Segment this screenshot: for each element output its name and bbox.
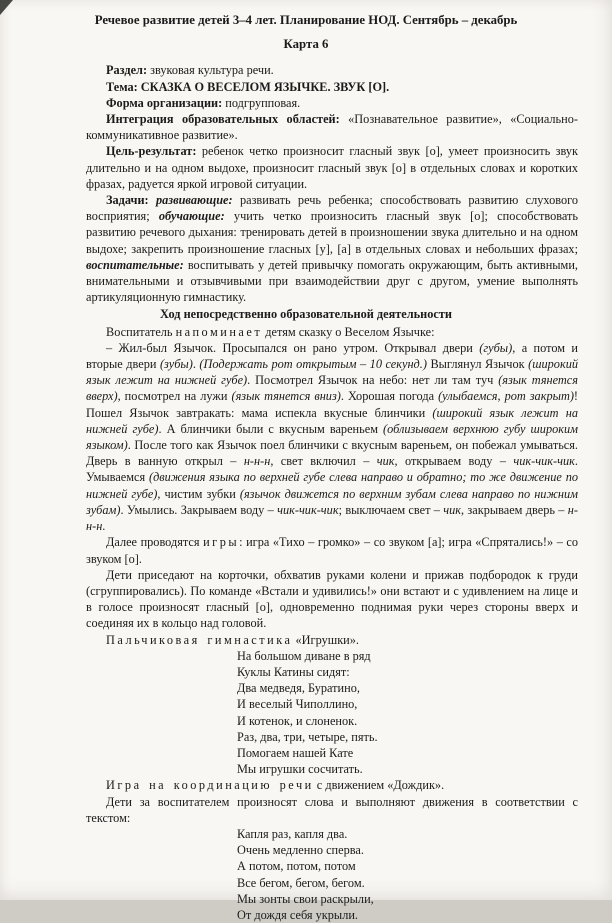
poem-line: Капля раз, капля два. bbox=[237, 826, 348, 841]
poem-line: Мы зонты свои раскрыли, bbox=[237, 891, 374, 906]
poem-line: А потом, потом, потом bbox=[237, 859, 356, 874]
poem-line: Два медведя, Буратино, bbox=[237, 681, 360, 696]
scan-corner-artifact bbox=[0, 0, 13, 15]
paragraph: Пальчиковая гимнастика «Игрушки». bbox=[106, 632, 359, 647]
poem-line: Помогаем нашей Кате bbox=[237, 745, 354, 760]
poem-line: И веселый Чиполлино, bbox=[237, 697, 358, 712]
poem-line: Все бегом, бегом, бегом. bbox=[237, 875, 365, 890]
paragraph: Дети за воспитателем произносят слова и выполняют движения в соответствии с текстом: bbox=[86, 794, 578, 825]
paragraph: Форма организации: подгрупповая. bbox=[106, 95, 301, 110]
paragraph: Воспитатель напоминает детям сказку о Веселом Язычке: bbox=[106, 324, 435, 339]
paragraph: Интеграция образовательных областей: «Познавательное развитие», «Социально-коммуникативное развитие». bbox=[86, 112, 578, 143]
paragraph: – Жил-был Язычок. Просыпался он рано утром. Открывал двери (губы), а потом и вторые двери (зубы). (Подержать рот открытым – 10 секунд.) Выглянул Язычок (широкий язык лежит на нижней губе). Посмотрел Язычок на небо: нет ли там туч (язык тянется вверх), посмотрел на лужи (язык тянется вниз). Хорошая погода (улыбаемся, рот закрыт)! Пошел Язычок завтракать: мама испекла вкусные блинчики (широкий язык лежит на нижней губе). А блинчики были с вкусным вареньем (облизываем верхнюю губу широким языком). После того как Язычок поел блинчики с вкусным вареньем, он побежал умываться. Дверь в ванную открыл – н-н-н, свет включил – чик, открываем воду – чик-чик-чик. Умываемся (движения языка по верхней губе слева направо и обратно; то же движение по нижней губе), чистим зубки (язычок движется по верхним зубам слева направо по нижним зубам). Умылись. Закрываем воду – чик-чик-чик; выключаем свет – чик, закрываем дверь – н-н-н. bbox=[86, 340, 579, 534]
paragraph: Тема: СКАЗКА О ВЕСЕЛОМ ЯЗЫЧКЕ. ЗВУК [О]. bbox=[106, 79, 390, 94]
poem-line: От дождя себя укрыли. bbox=[237, 907, 358, 922]
paragraph: Дети приседают на корточки, обхватив руками колени и прижав подбородок к груди (сгруппировались). По команде «Встали и удивились!» они встают и с удивлением на лице и в голосе произносят гласный [о], одновременно поднимая руки через стороны вверх и соединяя их в кольцо над головой. bbox=[86, 567, 578, 631]
poem-line: И котенок, и слоненок. bbox=[237, 713, 358, 728]
document-title: Речевое развитие детей 3–4 лет. Планирование НОД. Сентябрь – декабрь bbox=[94, 13, 518, 27]
poem-line: Куклы Катины сидят: bbox=[237, 664, 350, 679]
poem-line: Раз, два, три, четыре, пять. bbox=[237, 729, 378, 744]
document-blocks bbox=[86, 62, 578, 923]
paragraph: Игра на координацию речи с движением «Дождик». bbox=[106, 778, 445, 793]
paragraph: Раздел: звуковая культура речи. bbox=[106, 63, 274, 78]
card-number: Карта 6 bbox=[283, 37, 329, 52]
poem-line: Очень медленно сперва. bbox=[237, 843, 364, 858]
poem-line: На большом диване в ряд bbox=[237, 648, 371, 663]
paragraph: Далее проводятся игры: игра «Тихо – громко» – со звуком [а]; игра «Спрятались!» – со звуком [о]. bbox=[86, 535, 579, 566]
section-heading: Ход непосредственно образовательной деятельности bbox=[160, 307, 452, 322]
poem-line: Мы игрушки сосчитать. bbox=[237, 762, 363, 777]
paragraph: Цель-результат: ребенок четко произносит гласный звук [о], умеет произносить звук длительно и на одном выдохе, произносит гласный звук [о] в отдельных словах и коротких фразах, радуется яркой игровой ситуации. bbox=[86, 144, 578, 191]
paragraph: Задачи: развивающие: развивать речь ребенка; способствовать развитию слухового восприятия; обучающие: учить четко произносить гласный звук [о]; способствовать развитию речевого дыхания: тренировать детей в произношении звука длительно и на одном выдохе; закрепить произношение гласных [у], [а] в отдельных словах и небольших фразах; воспитательные: воспитывать у детей привычку помогать окружающим, быть активными, внимательными и отзывчивыми при взаимодействии друг с другом, умение выполнять артикуляционную гимнастику. bbox=[86, 193, 578, 305]
